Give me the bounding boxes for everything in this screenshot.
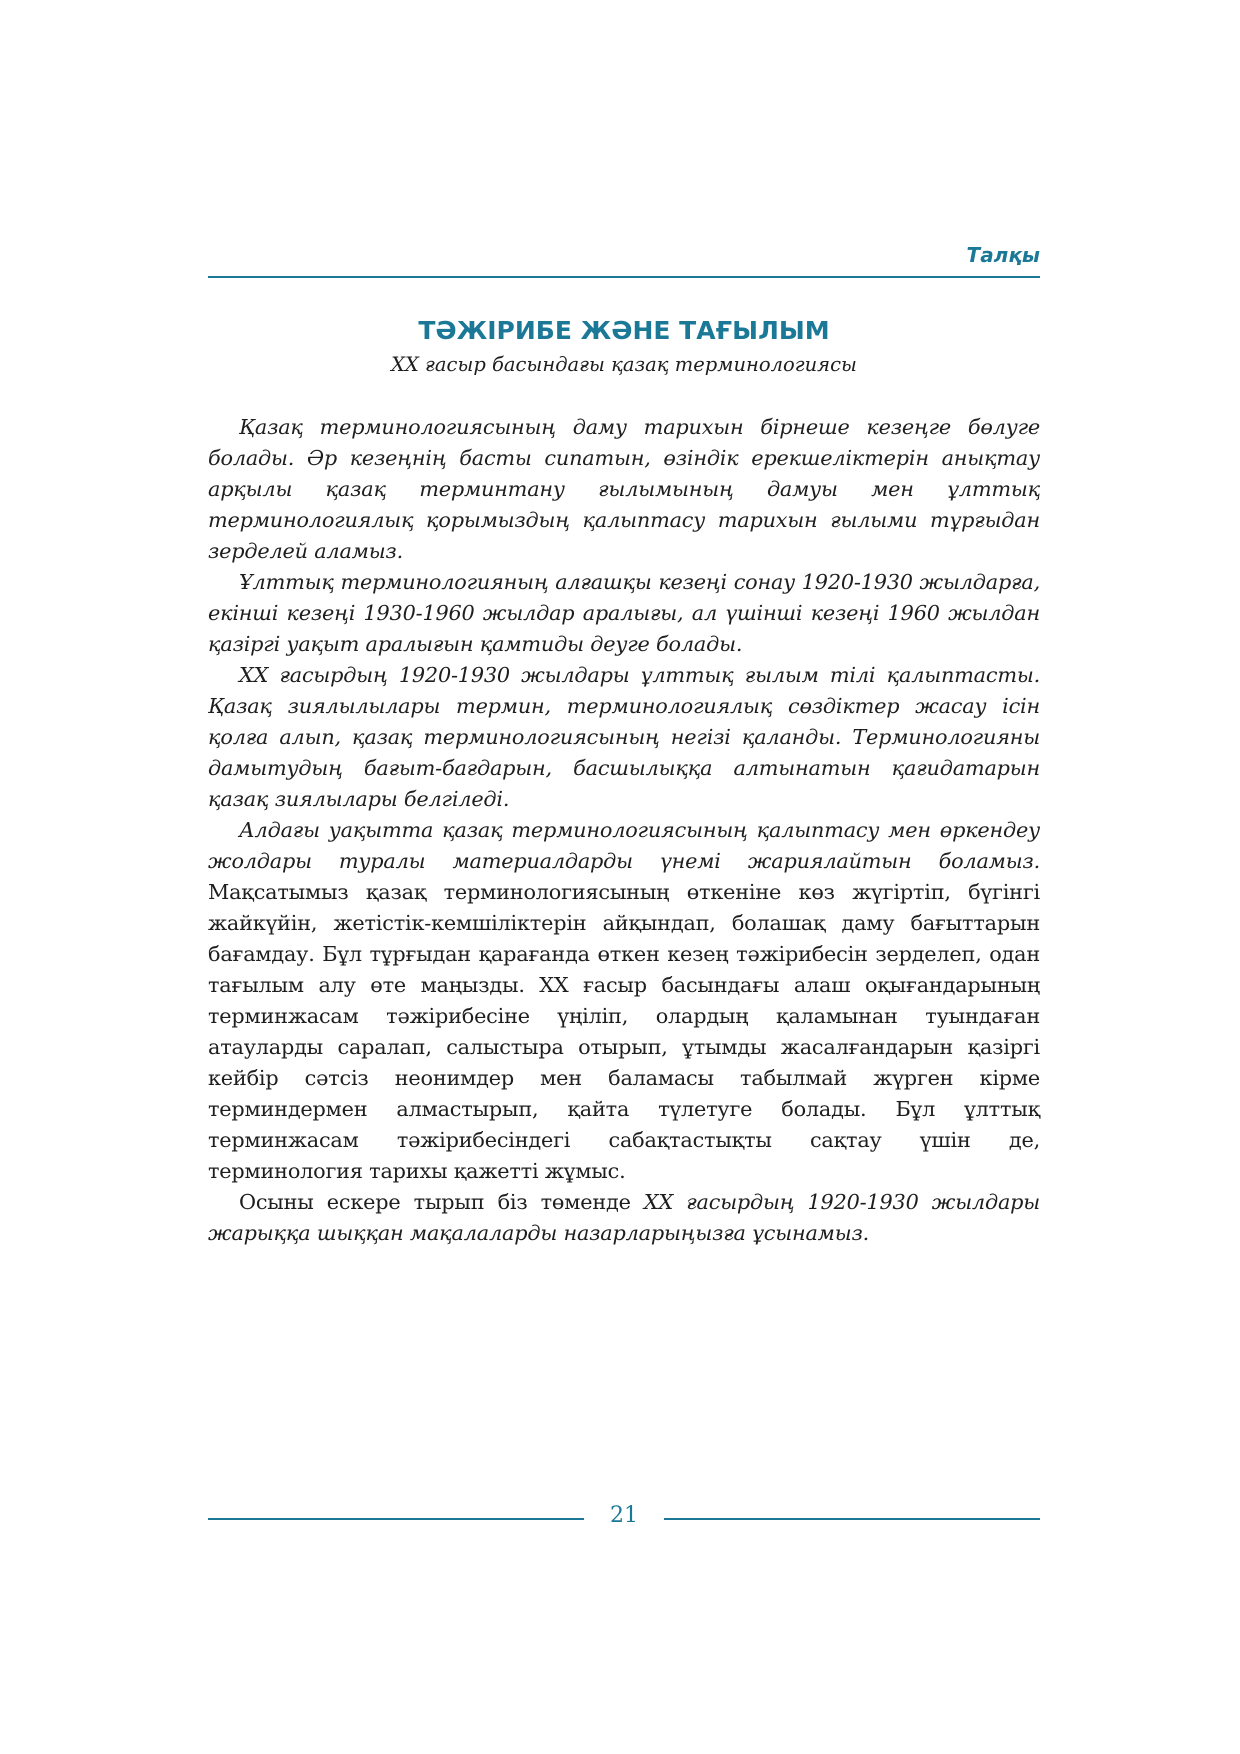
- paragraph-1: Қазақ терминологиясының даму тарихын бірнеше кезеңге бөлуге болады. Әр кезеңнің басты сипатын, өзіндік ерекшеліктерін анықтау арқылы қазақ терминтану ғылымының дамуы мен ұлттық терминологиялық қорымыздың қалыптасу тарихын ғылыми тұрғыдан зерделей аламыз.: [208, 415, 1040, 563]
- article-body: [208, 412, 1040, 1249]
- page-number: 21: [610, 1503, 638, 1528]
- footer-rule-right: [664, 1518, 1040, 1520]
- paragraph-5-italic: XX ғасырдың 1920-1930 жылдары жарыққа шыққан мақалаларды назарларыңызға ұсынамыз.: [208, 1190, 1041, 1245]
- header-rule: [208, 276, 1040, 278]
- paragraph-5-regular: Осыны ескере тырып біз төменде: [239, 1190, 644, 1214]
- article-subtitle: XX ғасыр басындағы қазақ терминологиясы: [391, 353, 857, 376]
- paragraph-4-regular: Мақсатымыз қазақ терминологиясының өткеніне көз жүгіртіп, бүгінгі жайкүйін, жетістік-кемшіліктерін айқындап, болашақ даму бағыттарын бағамдау. Бұл тұрғыдан қарағанда өткен кезең тәжірибесін зерделеп, одан тағылым алу өте маңызды. XX ғасыр басындағы алаш оқығандарының терминжасам тәжірибесіне үңіліп, олардың қаламынан туындаған атауларды саралап, салыстыра отырып, ұтымды жасалғандарын қазіргі кейбір сәтсіз неонимдер мен баламасы табылмай жүрген кірме терминдермен алмастырып, қайта түлетуге болады. Бұл ұлттық терминжасам тәжірибесіндегі сабақтастықты сақтау үшін де, терминология тарихы қажетті жұмыс.: [208, 880, 1040, 1183]
- paragraph-3: XX ғасырдың 1920-1930 жылдары ұлттық ғылым тілі қалыптасты. Қазақ зиялылылары термин, терминологиялық сөздіктер жасау ісін қолға алып, қазақ терминологиясының негізі қаланды. Терминологияны дамытудың бағыт-бағдарын, басшылыққа алтынатын қағидатарын қазақ зиялылары белгіледі.: [208, 663, 1040, 811]
- paragraph-5: [208, 1187, 1040, 1249]
- paragraph-4-italic: Алдағы уақытта қазақ терминологиясының қалыптасу мен өркендеу жолдары туралы материалдарды үнемі жариялайтын боламыз.: [208, 818, 1040, 873]
- paragraph-2: Ұлттық терминологияның алғашқы кезеңі сонау 1920-1930 жылдарға, екінші кезеңі 1930-1960 жылдар аралығы, ал үшінші кезеңі 1960 жылдан қазіргі уақыт аралығын қамтиды деуге болады.: [208, 570, 1040, 656]
- footer-rule-left: [208, 1518, 584, 1520]
- running-head: Талқы: [966, 243, 1040, 267]
- paragraph-4: [208, 815, 1040, 1187]
- article-title: ТӘЖІРИБЕ ЖӘНЕ ТАҒЫЛЫМ: [418, 316, 830, 345]
